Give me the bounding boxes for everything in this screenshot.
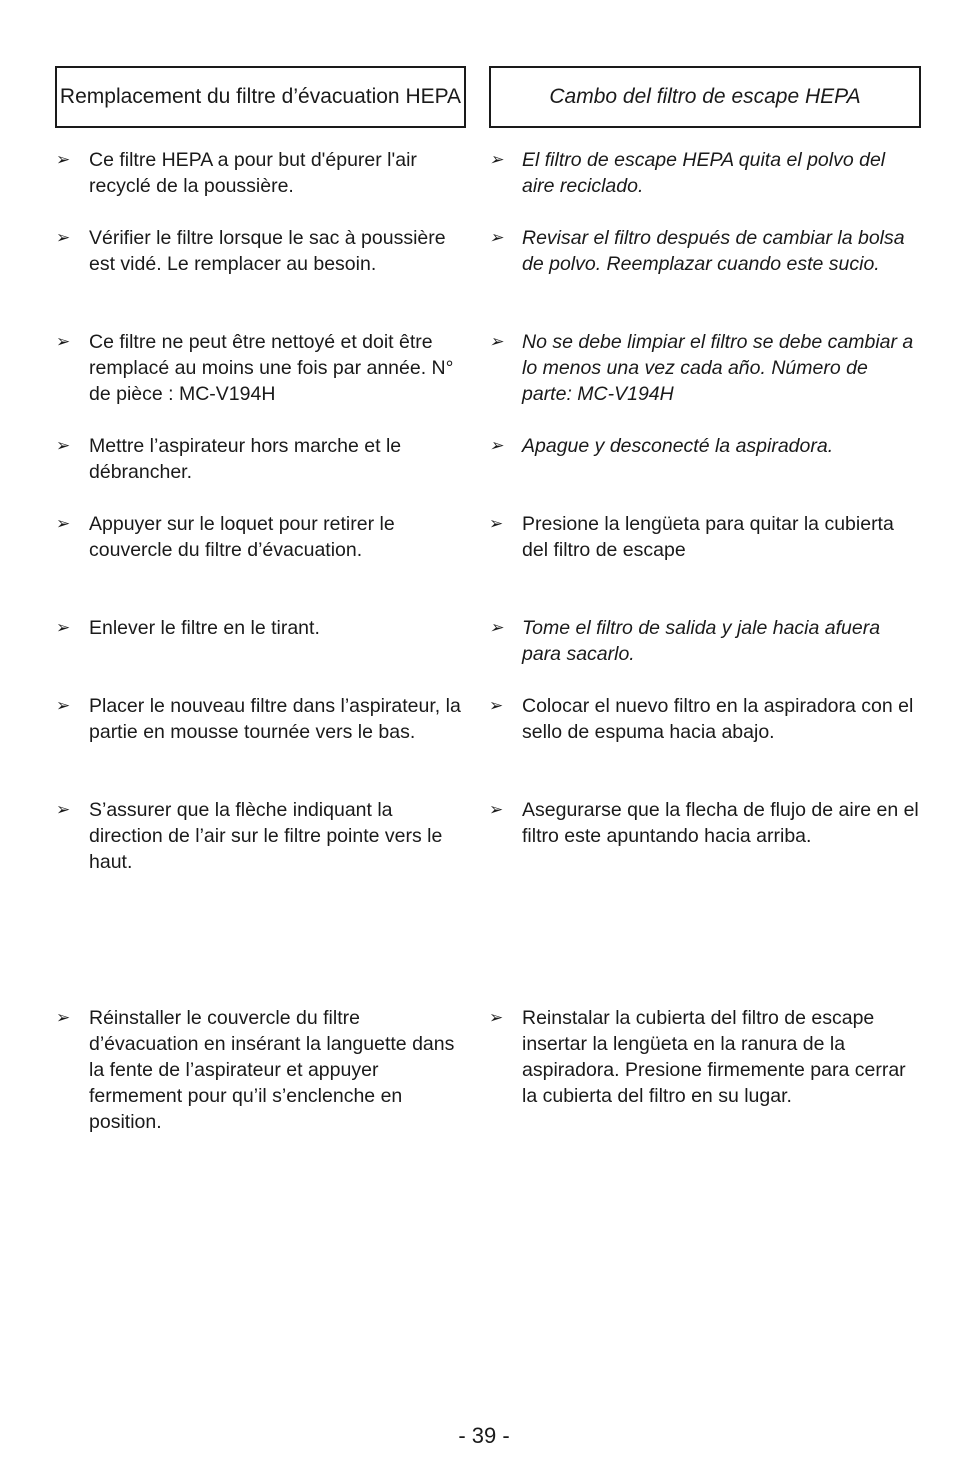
fr-instruction-text: Enlever le filtre en le tirant.	[89, 617, 320, 639]
fr-instruction-text: Ce filtre ne peut être nettoyé et doit être remplacé au moins une fois par année. N° de pièce : MC-V194H	[89, 331, 454, 405]
es-instruction-text: No se debe limpiar el filtro se debe cambiar a lo menos una vez cada año. Número de parte: MC-V194H	[522, 331, 914, 405]
arrow-bullet-icon: ➢	[489, 514, 504, 533]
arrow-bullet-icon: ➢	[489, 150, 504, 169]
es-instruction-text: Reinstalar la cubierta del filtro de escape insertar la lengüeta en la ranura de la aspiradora. Presione firmemente para cerrar la cubierta del filtro en su lugar.	[522, 1007, 906, 1107]
es-instruction-2	[489, 225, 921, 277]
es-instruction-text: Revisar el filtro después de cambiar la bolsa de polvo. Reemplazar cuando este sucio.	[522, 227, 905, 275]
fr-instruction-text: Placer le nouveau filtre dans l’aspirateur, la partie en mousse tournée vers le bas.	[89, 695, 461, 743]
es-instruction-text: El filtro de escape HEPA quita el polvo del aire reciclado.	[522, 149, 886, 197]
fr-instruction-text: Vérifier le filtre lorsque le sac à poussière est vidé. Le remplacer au besoin.	[89, 227, 446, 275]
fr-instruction-3	[56, 329, 468, 407]
es-instruction-text: Tome el filtro de salida y jale hacia afuera para sacarlo.	[522, 617, 881, 665]
arrow-bullet-icon: ➢	[56, 332, 71, 351]
arrow-bullet-icon: ➢	[56, 618, 71, 637]
es-instruction-1	[489, 147, 921, 199]
fr-instruction-text: Mettre l’aspirateur hors marche et le débrancher.	[89, 435, 402, 483]
fr-instruction-text: Ce filtre HEPA a pour but d'épurer l'air recyclé de la poussière.	[89, 149, 417, 197]
fr-instruction-1	[56, 147, 468, 199]
fr-instruction-6	[56, 615, 468, 641]
arrow-bullet-icon: ➢	[56, 696, 71, 715]
fr-instruction-text: Appuyer sur le loquet pour retirer le couvercle du filtre d’évacuation.	[89, 513, 395, 561]
es-instruction-8	[489, 797, 921, 849]
page-number: - 39 -	[458, 1423, 510, 1448]
section-title-spanish: Cambo del filtro de escape HEPA	[549, 85, 861, 108]
arrow-bullet-icon: ➢	[56, 150, 71, 169]
es-instruction-5	[489, 511, 921, 563]
es-instruction-6	[489, 615, 921, 667]
section-header-spanish	[489, 66, 921, 128]
arrow-bullet-icon: ➢	[56, 228, 71, 247]
fr-instruction-text: Réinstaller le couvercle du filtre d’évacuation en insérant la languette dans la fente de l’aspirateur et appuyer fermement pour qu’il s’enclenche en position.	[89, 1007, 455, 1133]
es-instruction-4	[489, 433, 921, 459]
arrow-bullet-icon: ➢	[56, 436, 71, 455]
arrow-bullet-icon: ➢	[489, 332, 504, 351]
fr-instruction-7	[56, 693, 468, 745]
arrow-bullet-icon: ➢	[56, 514, 71, 533]
arrow-bullet-icon: ➢	[489, 1008, 504, 1027]
fr-instruction-2	[56, 225, 468, 277]
es-instruction-3	[489, 329, 921, 407]
fr-instruction-8	[56, 797, 468, 875]
section-title-french: Remplacement du filtre d’évacuation HEPA	[59, 85, 462, 108]
es-instruction-9	[489, 1005, 921, 1109]
arrow-bullet-icon: ➢	[489, 800, 504, 819]
es-instruction-text: Asegurarse que la flecha de flujo de aire en el filtro este apuntando hacia arriba.	[522, 799, 919, 847]
arrow-bullet-icon: ➢	[489, 618, 504, 637]
arrow-bullet-icon: ➢	[56, 800, 71, 819]
arrow-bullet-icon: ➢	[489, 228, 504, 247]
es-instruction-7	[489, 693, 921, 745]
arrow-bullet-icon: ➢	[489, 436, 504, 455]
es-instruction-text: Apague y desconecté la aspiradora.	[522, 435, 834, 457]
fr-instruction-5	[56, 511, 468, 563]
arrow-bullet-icon: ➢	[489, 696, 504, 715]
es-instruction-text: Colocar el nuevo filtro en la aspiradora con el sello de espuma hacia abajo.	[522, 695, 914, 743]
fr-instruction-4	[56, 433, 468, 485]
fr-instruction-9	[56, 1005, 468, 1135]
section-header-french	[55, 66, 466, 128]
fr-instruction-text: S’assurer que la flèche indiquant la direction de l’air sur le filtre pointe vers le haut.	[89, 799, 443, 873]
es-instruction-text: Presione la lengüeta para quitar la cubierta del filtro de escape	[522, 513, 894, 561]
arrow-bullet-icon: ➢	[56, 1008, 71, 1027]
